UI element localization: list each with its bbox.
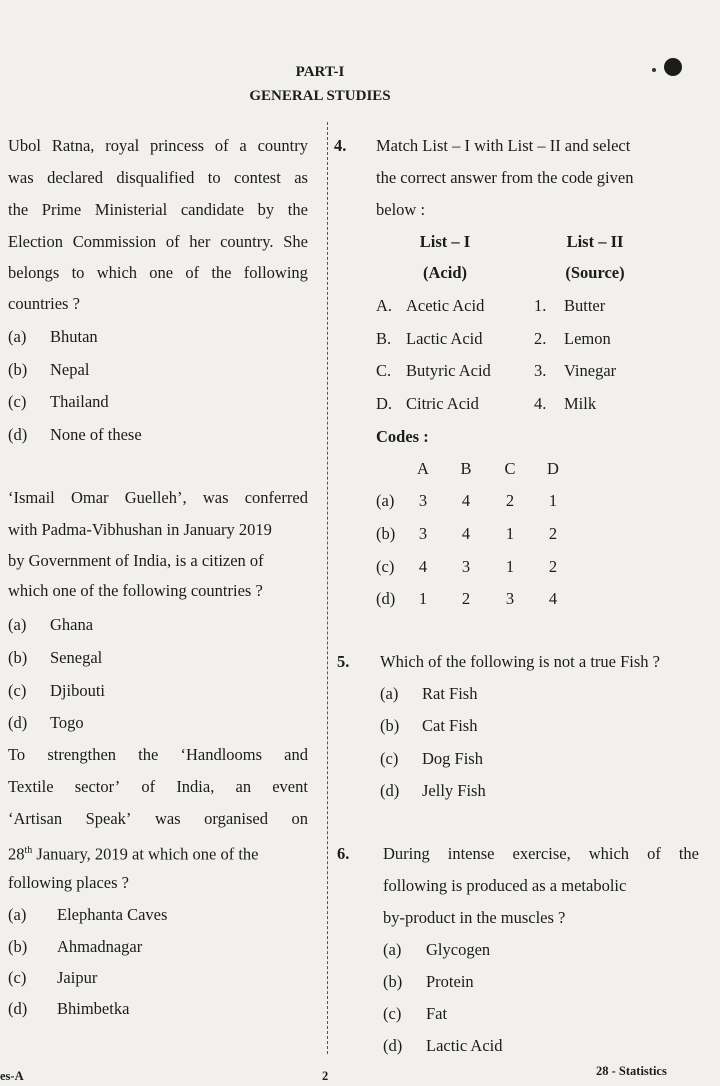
code-value: 2 — [548, 524, 558, 543]
option-text: Togo — [50, 713, 84, 732]
option-text: Cat Fish — [422, 716, 478, 735]
code-value: 1 — [505, 524, 515, 543]
option-label: (c) — [380, 749, 399, 768]
question-number: 5. — [337, 652, 350, 671]
question-line: belongs to which one of the following — [8, 263, 308, 282]
option-text: Nepal — [50, 360, 90, 379]
footer-right: 28 - Statistics — [596, 1064, 667, 1078]
option-text: Rat Fish — [422, 684, 478, 703]
question-line: the Prime Ministerial candidate by the — [8, 200, 308, 219]
list1-item: Lactic Acid — [406, 329, 483, 348]
option-text: Lactic Acid — [426, 1036, 503, 1055]
code-value: 4 — [461, 491, 471, 510]
footer-left: es-A — [0, 1069, 24, 1083]
code-label: (c) — [376, 557, 395, 576]
option-label: (a) — [383, 940, 402, 959]
code-header: B — [460, 459, 472, 478]
option-label: (c) — [8, 681, 27, 700]
question-number: 4. — [334, 136, 347, 155]
option-label: (a) — [8, 905, 27, 924]
option-label: (c) — [8, 392, 27, 411]
question-line: with Padma-Vibhushan in January 2019 — [8, 520, 272, 539]
list2-item: Butter — [564, 296, 606, 315]
ink-speck — [652, 68, 656, 72]
question-line: was declared disqualified to contest as — [8, 168, 308, 187]
list2-item: Lemon — [564, 329, 611, 348]
question-line: by Government of India, is a citizen of — [8, 551, 264, 570]
code-header: C — [504, 459, 516, 478]
question-line: Match List – I with List – II and select — [376, 136, 631, 155]
option-text: Elephanta Caves — [57, 905, 168, 924]
code-header: A — [417, 459, 429, 478]
list2-title: List – II — [566, 232, 624, 251]
option-label: (a) — [8, 615, 27, 634]
code-value: 2 — [461, 589, 471, 608]
option-text: Protein — [426, 972, 474, 991]
list1-item: Butyric Acid — [406, 361, 491, 380]
list1-title: List – I — [419, 232, 471, 251]
option-label: (b) — [8, 648, 28, 667]
option-text: Bhutan — [50, 327, 98, 346]
option-text: Fat — [426, 1004, 448, 1023]
option-text: Bhimbetka — [57, 999, 130, 1018]
option-label: (b) — [383, 972, 403, 991]
option-label: (d) — [380, 781, 400, 800]
section-heading: GENERAL STUDIES — [249, 88, 391, 104]
code-value: 2 — [505, 491, 515, 510]
option-label: (b) — [8, 360, 28, 379]
option-label: (b) — [8, 937, 28, 956]
question-line: by-product in the muscles ? — [383, 908, 566, 927]
list2-key: 3. — [534, 361, 547, 380]
question-line: Which of the following is not a true Fish ? — [380, 652, 660, 671]
question-line: countries ? — [8, 294, 80, 313]
list1-key: C. — [376, 361, 392, 380]
question-line: Election Commission of her country. She — [8, 232, 308, 251]
question-line: which one of the following countries ? — [8, 581, 263, 600]
option-text: Senegal — [50, 648, 103, 667]
code-value: 3 — [418, 524, 428, 543]
code-header: D — [547, 459, 559, 478]
ink-dot — [664, 58, 682, 76]
list2-item: Vinegar — [564, 361, 617, 380]
option-text: Ghana — [50, 615, 94, 634]
list1-key: B. — [376, 329, 392, 348]
question-line: To strengthen the ‘Handlooms and — [8, 745, 308, 764]
option-label: (d) — [8, 999, 28, 1018]
option-label: (c) — [383, 1004, 402, 1023]
list1-item: Citric Acid — [406, 394, 479, 413]
list2-subtitle: (Source) — [565, 263, 625, 282]
question-line: the correct answer from the code given — [376, 168, 634, 187]
option-label: (c) — [8, 968, 27, 987]
code-label: (b) — [376, 524, 396, 543]
list1-item: Acetic Acid — [406, 296, 485, 315]
option-text: Dog Fish — [422, 749, 483, 768]
code-value: 1 — [418, 589, 428, 608]
question-line: following places ? — [8, 873, 129, 892]
option-label: (b) — [380, 716, 400, 735]
list2-key: 1. — [534, 296, 547, 315]
question-line: following is produced as a metabolic — [383, 876, 627, 895]
part-heading: PART-I — [295, 64, 345, 80]
question-line: Ubol Ratna, royal princess of a country — [8, 136, 308, 155]
option-text: Jaipur — [57, 968, 98, 987]
question-line: ‘Ismail Omar Guelleh’, was conferred — [8, 488, 308, 507]
codes-label: Codes : — [376, 427, 429, 446]
code-label: (d) — [376, 589, 396, 608]
question-line: During intense exercise, which of the — [383, 844, 699, 863]
option-label: (a) — [380, 684, 399, 703]
option-label: (d) — [8, 425, 28, 444]
option-text: Ahmadnagar — [57, 937, 143, 956]
page-number: 2 — [322, 1069, 329, 1083]
question-line: below : — [376, 200, 426, 219]
option-text: Jelly Fish — [422, 781, 486, 800]
code-value: 1 — [548, 491, 558, 510]
code-value: 3 — [418, 491, 428, 510]
option-text: Thailand — [50, 392, 109, 411]
list2-item: Milk — [564, 394, 597, 413]
option-text: Glycogen — [426, 940, 491, 959]
question-line: Textile sector’ of India, an event — [8, 777, 308, 796]
code-value: 1 — [505, 557, 515, 576]
column-divider — [327, 122, 328, 1054]
code-value: 4 — [418, 557, 428, 576]
code-value: 3 — [461, 557, 471, 576]
list1-subtitle: (Acid) — [423, 263, 467, 282]
option-label: (d) — [383, 1036, 403, 1055]
question-line: ‘Artisan Speak’ was organised on — [8, 809, 308, 828]
list2-key: 4. — [534, 394, 547, 413]
option-text: Djibouti — [50, 681, 106, 700]
option-label: (a) — [8, 327, 27, 346]
code-label: (a) — [376, 491, 395, 510]
question-number: 6. — [337, 844, 350, 863]
code-value: 3 — [505, 589, 515, 608]
list1-key: A. — [376, 296, 393, 315]
code-value: 4 — [461, 524, 471, 543]
code-value: 2 — [548, 557, 558, 576]
option-text: None of these — [50, 425, 142, 444]
code-value: 4 — [548, 589, 558, 608]
option-label: (d) — [8, 713, 28, 732]
question-line: 28th January, 2019 at which one of the — [8, 844, 259, 864]
list2-key: 2. — [534, 329, 547, 348]
list1-key: D. — [376, 394, 393, 413]
